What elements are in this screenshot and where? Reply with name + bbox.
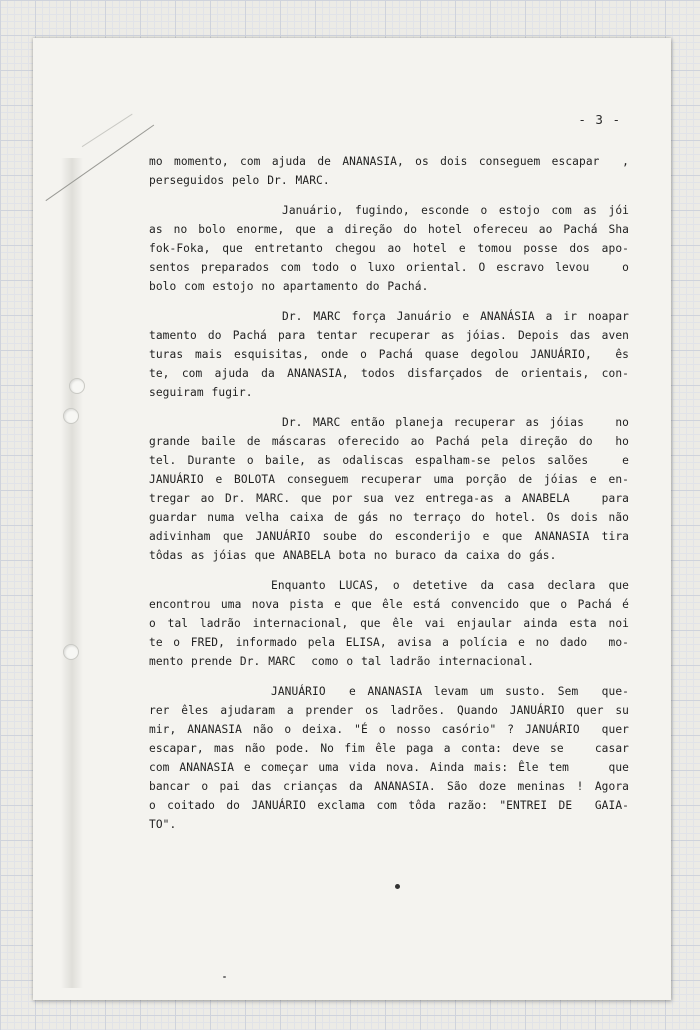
typed-body-text xyxy=(149,152,629,845)
end-mark-dot xyxy=(395,884,400,889)
text-line: bancar o pai das crianças da ANANASIA. São doze meninas ! Agora xyxy=(149,780,629,793)
text-line: com ANANASIA e começar uma vida nova. Ainda mais: Êle tem que xyxy=(149,761,629,774)
punch-hole-top xyxy=(69,378,85,394)
text-line: JANUÁRIO e ANANASIA levam um susto. Sem que- xyxy=(271,685,629,698)
text-line: mento prende Dr. MARC como o tal ladrão internacional. xyxy=(149,655,534,668)
text-line: TO". xyxy=(149,818,177,831)
text-line: te o FRED, informado pela ELISA, avisa a polícia e no dado mo- xyxy=(149,636,629,649)
text-line: Enquanto LUCAS, o detetive da casa declara que xyxy=(271,579,629,592)
paragraph-2 xyxy=(149,201,629,296)
paper-speck xyxy=(223,976,226,978)
text-line: tel. Durante o baile, as odaliscas espalham-se pelos salões e xyxy=(149,454,629,467)
text-line: turas mais esquisitas, onde o Pachá quase degolou JANUÁRIO, ês xyxy=(149,348,629,361)
text-line: grande baile de máscaras oferecido ao Pachá pela direção do ho xyxy=(149,435,629,448)
text-line: perseguidos pelo Dr. MARC. xyxy=(149,174,330,187)
punch-hole-middle xyxy=(63,408,79,424)
text-line: encontrou uma nova pista e que êle está convencido que o Pachá é xyxy=(149,598,629,611)
text-line: bolo com estojo no apartamento do Pachá. xyxy=(149,280,429,293)
text-line: o coitado do JANUÁRIO exclama com tôda razão: "ENTREI DE GAIA- xyxy=(149,799,629,812)
document-page xyxy=(33,38,671,1000)
text-line: fok-Foka, que entretanto chegou ao hotel e tomou posse dos apo- xyxy=(149,242,629,255)
paragraph-1 xyxy=(149,152,629,190)
text-line: o tal ladrão internacional, que êle vai enjaular ainda esta noi xyxy=(149,617,629,630)
text-line: escapar, mas não pode. No fim êle paga a conta: deve se casar xyxy=(149,742,629,755)
text-line: Dr. MARC então planeja recuperar as jóias no xyxy=(282,416,629,429)
text-line: guardar numa velha caixa de gás no terraço do hotel. Os dois não xyxy=(149,511,629,524)
punch-hole-bottom xyxy=(63,644,79,660)
scan-shadow xyxy=(61,158,83,988)
paragraph-4 xyxy=(149,413,629,565)
text-line: mo momento, com ajuda de ANANASIA, os dois conseguem escapar , xyxy=(149,155,629,168)
text-line: tôdas as jóias que ANABELA bota no buraco da caixa do gás. xyxy=(149,549,557,562)
page-number: - 3 - xyxy=(578,112,621,127)
paragraph-5 xyxy=(149,576,629,671)
text-line: tamento do Pachá para tentar recuperar as jóias. Depois das aven xyxy=(149,329,629,342)
text-line: tregar ao Dr. MARC. que por sua vez entrega-as a ANABELA para xyxy=(149,492,629,505)
text-line: Januário, fugindo, esconde o estojo com as jói xyxy=(282,204,629,217)
text-line: rer êles ajudaram a prender os ladrões. Quando JANUÁRIO quer su xyxy=(149,704,629,717)
text-line: JANUÁRIO e BOLOTA conseguem recuperar uma porção de jóias e en- xyxy=(149,473,629,486)
text-line: adivinham que JANUÁRIO soube do esconderijo e que ANANASIA tira xyxy=(149,530,629,543)
corner-fold-line-faint xyxy=(82,114,133,148)
paragraph-3 xyxy=(149,307,629,402)
paragraph-6 xyxy=(149,682,629,834)
text-line: mir, ANANASIA não o deixa. "É o nosso casório" ? JANUÁRIO quer xyxy=(149,723,629,736)
text-line: Dr. MARC força Januário e ANANÁSIA a ir noapar xyxy=(282,310,629,323)
text-line: te, com ajuda da ANANASIA, todos disfarçados de orientais, con- xyxy=(149,367,629,380)
text-line: as no bolo enorme, que a direção do hotel ofereceu ao Pachá Sha xyxy=(149,223,629,236)
text-line: seguiram fugir. xyxy=(149,386,253,399)
text-line: sentos preparados com todo o luxo oriental. O escravo levou o xyxy=(149,261,629,274)
